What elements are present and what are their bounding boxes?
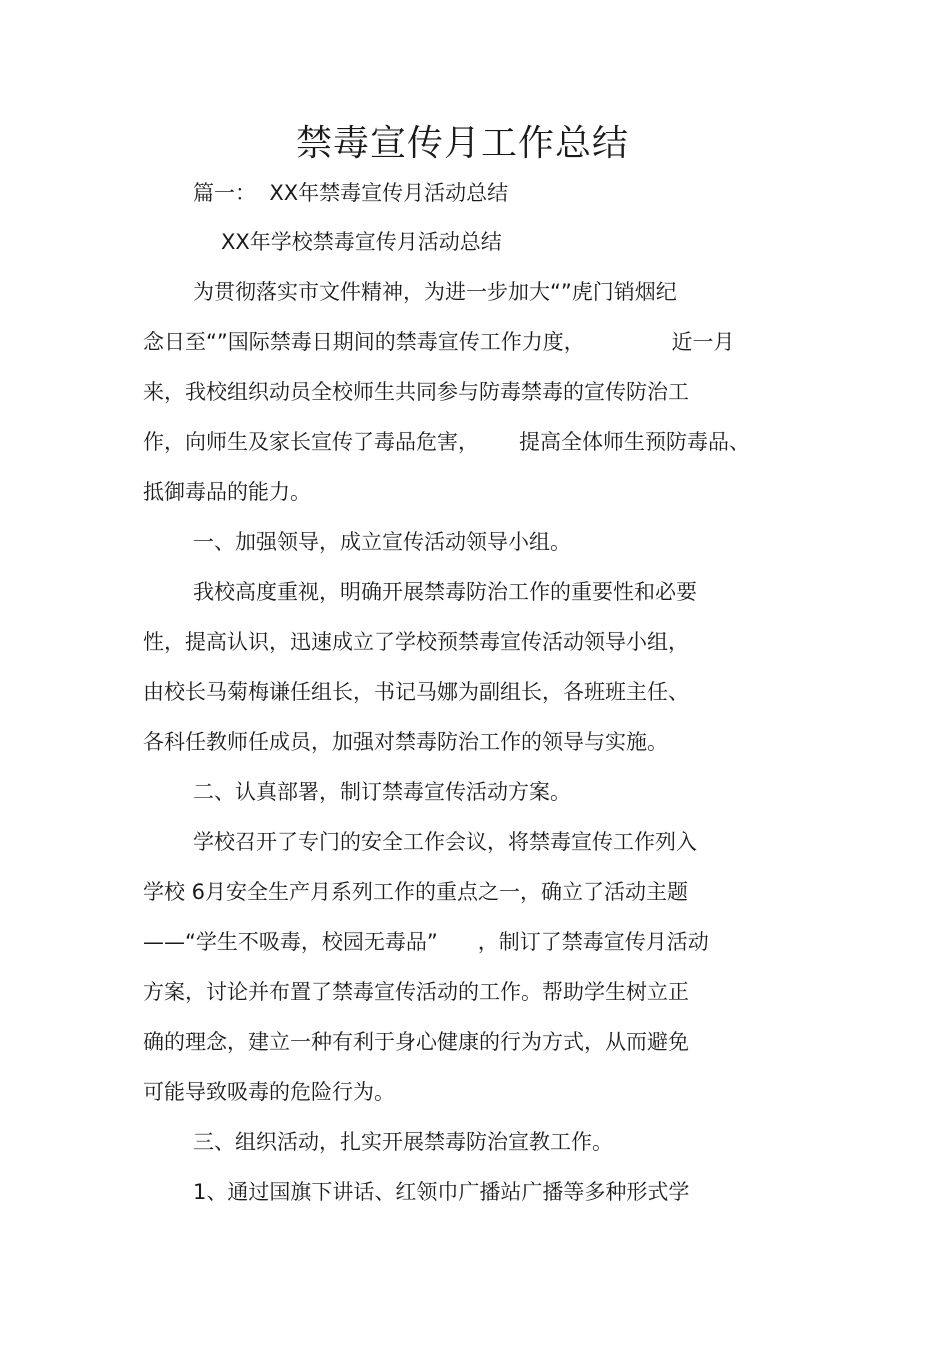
paragraph-line: 1、通过国旗下讲话、红领巾广播站广播等多种形式学 — [193, 1180, 690, 1204]
paragraph-line: 由校长马菊梅谦任组长，书记马娜为副组长，各班班主任、 — [143, 680, 689, 704]
paragraph-line: 各科任教师任成员，加强对禁毒防治工作的领导与实施。 — [143, 730, 668, 754]
paragraph-line: 学校 6月安全生产月系列工作的重点之一，确立了活动主题 — [143, 880, 689, 904]
paragraph-line: 我校高度重视，明确开展禁毒防治工作的重要性和必要 — [193, 580, 697, 604]
paragraph-line: 方案，讨论并布置了禁毒宣传活动的工作。帮助学生树立正 — [143, 980, 689, 1004]
section-heading-three: 三、组织活动，扎实开展禁毒防治宣教工作。 — [193, 1130, 613, 1154]
paragraph-line: 为贯彻落实市文件精神，为进一步加大“”虎门销烟纪 — [193, 280, 677, 304]
paragraph-line: 来，我校组织动员全校师生共同参与防毒禁毒的宣传防治工 — [143, 380, 689, 404]
paragraph-line: 可能导致吸毒的危险行为。 — [143, 1080, 395, 1104]
paragraph-line: 确的理念，建立一种有利于身心健康的行为方式，从而避免 — [143, 1030, 689, 1054]
paragraph-line: 学校召开了专门的安全工作会议，将禁毒宣传工作列入 — [193, 830, 697, 854]
document-title: 禁毒宣传月工作总结 — [295, 123, 629, 164]
paragraph-line: 抵御毒品的能力。 — [143, 480, 311, 504]
paragraph-line: 念日至“”国际禁毒日期间的禁毒宣传工作力度， 近一月 — [143, 330, 735, 354]
subtitle-part-one: 篇一： XX年禁毒宣传月活动总结 — [193, 181, 509, 205]
subtitle-school-summary: XX年学校禁毒宣传月活动总结 — [221, 230, 502, 254]
section-heading-two: 二、认真部署，制订禁毒宣传活动方案。 — [193, 780, 571, 804]
paragraph-line: ——“学生不吸毒，校园无毒品” ，制订了禁毒宣传月活动 — [143, 930, 709, 954]
paragraph-line: 性，提高认识，迅速成立了学校预禁毒宣传活动领导小组， — [143, 630, 689, 654]
section-heading-one: 一、加强领导，成立宣传活动领导小组。 — [193, 530, 571, 554]
paragraph-line: 作，向师生及家长宣传了毒品危害， 提高全体师生预防毒品、 — [143, 430, 751, 454]
